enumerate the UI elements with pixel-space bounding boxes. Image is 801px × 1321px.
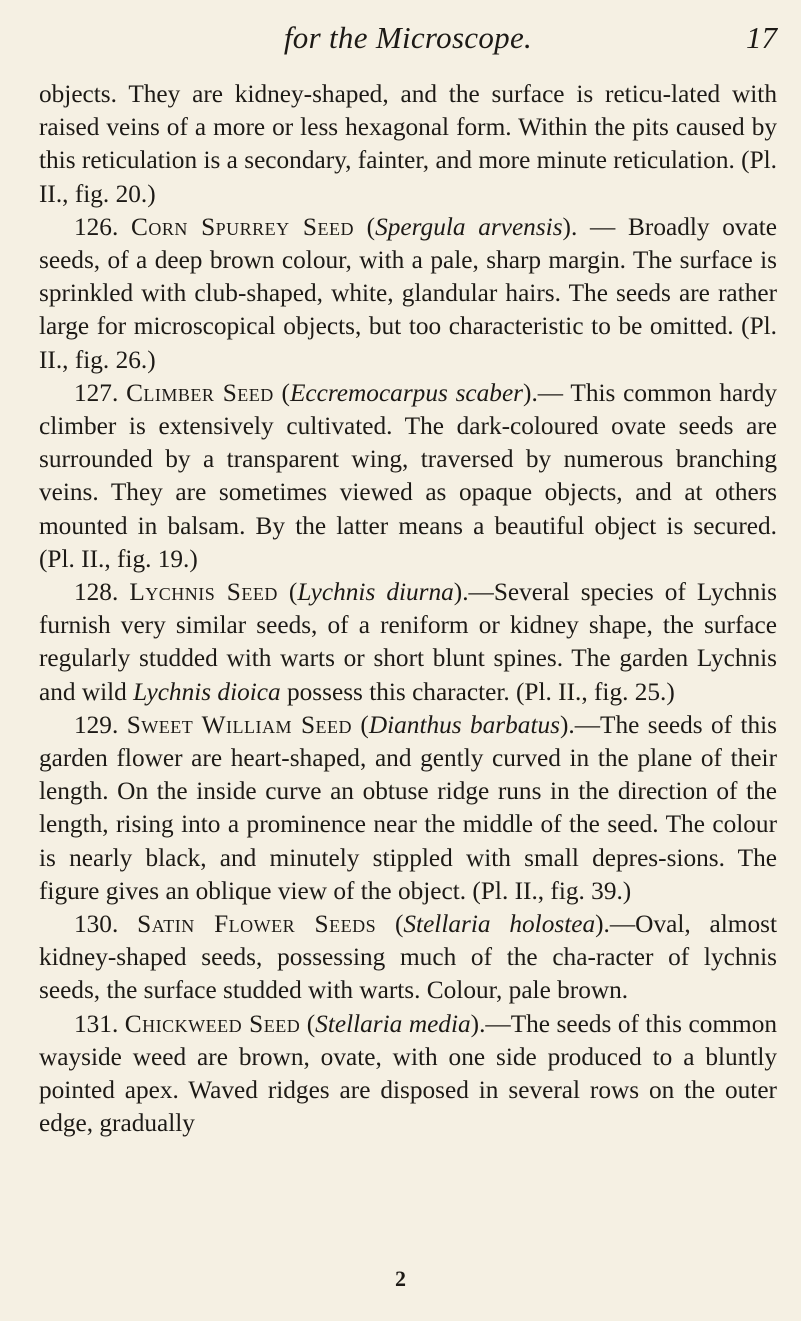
inline-latin-name: Lychnis dioica xyxy=(133,677,281,706)
entry-text: — This common hardy climber is extensively cultivated. The dark-coloured ovate seeds are surrounded by a transparent wing, traversed by numerous branching veins. They are sometimes viewed as opaque objects, and at others mounted in balsam. By the latter means a beautiful object is secured. (Pl. II., fig. 19.) xyxy=(39,378,778,573)
entry-name: Satin Flower Seeds xyxy=(137,910,377,939)
entry-number: 127. xyxy=(74,378,119,407)
latin-open: ( xyxy=(281,378,290,407)
signature-mark: 2 xyxy=(395,1266,406,1291)
latin-name: Lychnis diurna xyxy=(297,578,454,607)
entry-127 xyxy=(39,377,777,576)
running-title: for the Microscope. xyxy=(283,20,533,55)
latin-close: ). xyxy=(470,1009,486,1038)
book-page xyxy=(39,18,777,1141)
latin-name: Stellaria holostea xyxy=(403,910,596,939)
entry-number: 126. xyxy=(74,212,119,241)
latin-close: ). xyxy=(562,212,578,241)
latin-open: ( xyxy=(306,1009,316,1038)
entry-text: —Several species of Lychnis furnish very similar seeds, of a reniform or kidney shape, the surface regularly studded with warts or short blunt spines. The garden Lychnis and wild xyxy=(39,578,777,706)
entry-name: Sweet William Seed xyxy=(126,710,352,739)
latin-open: ( xyxy=(288,578,298,607)
page-number: 17 xyxy=(746,20,777,55)
entry-128 xyxy=(39,576,777,709)
entry-130 xyxy=(39,908,777,1008)
entry-name: Corn Spurrey Seed xyxy=(131,212,354,241)
entry-text: —The seeds of this garden flower are heart-shaped, and gently curved in the plane of their length. On the inside curve an obtuse ridge runs in the direction of the length, rising into a prominence near the middle of the seed. The colour is nearly black, and minutely stippled with small depres-sions. The figure gives an oblique view of the object. (Pl. II., fig. 39.) xyxy=(39,710,777,905)
entry-126 xyxy=(39,211,777,377)
entry-number: 131. xyxy=(74,1009,119,1038)
entry-text: —The seeds of this common wayside weed are brown, ovate, with one side produced to a bluntly pointed apex. Waved ridges are disposed in several rows on the outer edge, gradually xyxy=(39,1009,777,1138)
entry-number: 130. xyxy=(74,910,119,939)
latin-open: ( xyxy=(366,212,376,241)
paragraph-continuation xyxy=(39,78,777,211)
entry-number: 128. xyxy=(74,578,119,607)
latin-name: Dianthus barbatus xyxy=(368,710,560,739)
latin-name: Stellaria media xyxy=(315,1009,471,1038)
latin-close: ). xyxy=(453,578,469,607)
entry-number: 129. xyxy=(74,710,119,739)
paragraph-text: objects. They are kidney-shaped, and the surface is reticu-lated with raised veins of a more or less hexagonal form. Within the pits caused by this reticulation is a secondary, fainter, and more minute reticulation. (Pl. II., fig. 20.) xyxy=(39,80,777,208)
latin-close: ). xyxy=(559,710,575,739)
entry-129 xyxy=(39,709,777,908)
entry-name: Chickweed Seed xyxy=(124,1009,301,1038)
latin-open: ( xyxy=(360,710,369,739)
entry-name: Climber Seed xyxy=(126,378,274,407)
entry-name: Lychnis Seed xyxy=(129,578,278,607)
entry-131 xyxy=(39,1008,777,1141)
page-header xyxy=(39,18,777,70)
latin-name: Spergula arvensis xyxy=(375,212,563,241)
latin-open: ( xyxy=(394,910,404,939)
latin-close: ). xyxy=(595,910,610,939)
entry-text-end: possess this character. (Pl. II., fig. 25.) xyxy=(280,677,675,706)
latin-name: Eccremocarpus scaber xyxy=(289,378,524,407)
body-text xyxy=(39,78,777,1141)
entry-text: — Broadly ovate seeds, of a deep brown colour, with a pale, sharp margin. The surface is sprinkled with club-shaped, white, glandular hairs. The seeds are rather large for microscopical objects, but too characteristic to be omitted. (Pl. II., fig. 26.) xyxy=(39,212,778,374)
entry-text: —Oval, almost kidney-shaped seeds, possessing much of the cha-racter of lychnis seeds, the surface studded with warts. Colour, pale brown. xyxy=(39,910,777,1005)
latin-close: ). xyxy=(523,378,538,407)
